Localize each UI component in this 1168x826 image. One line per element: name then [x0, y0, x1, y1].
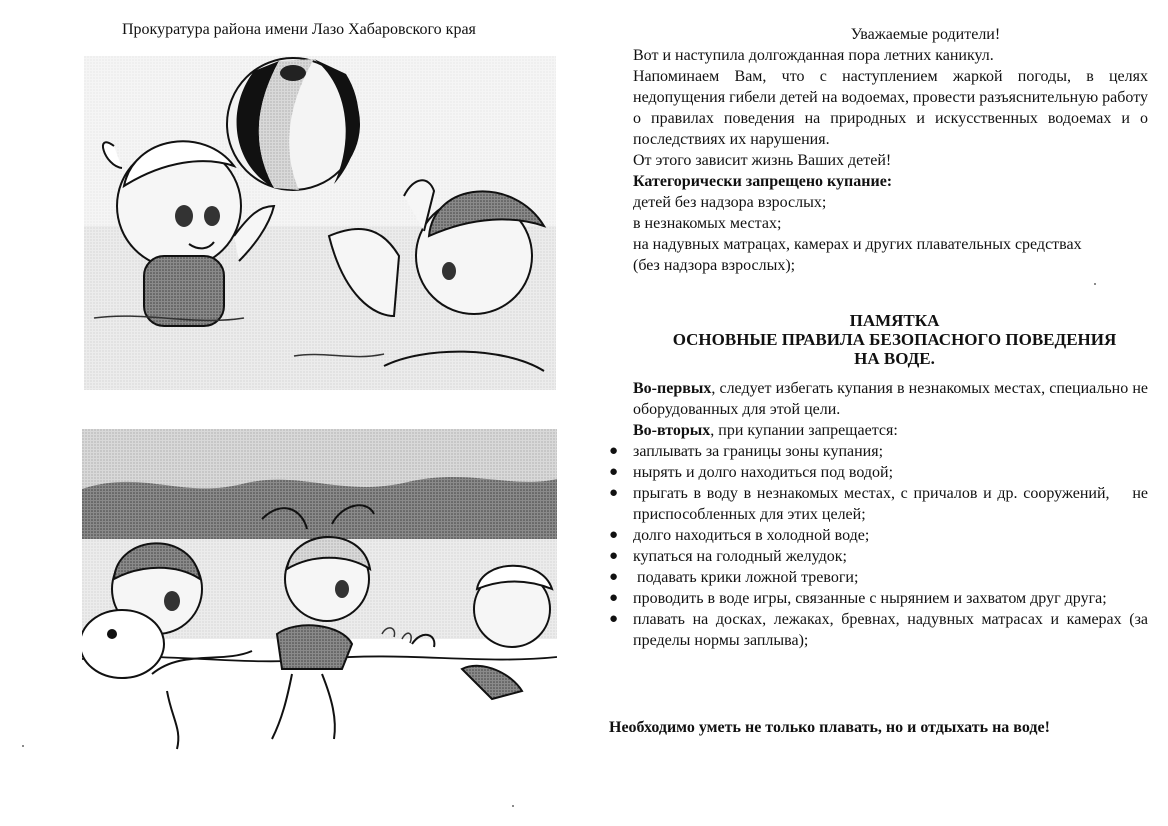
- bullet-icon: ●: [609, 548, 619, 564]
- prohibited-title: Категорически запрещено купание:: [633, 173, 893, 190]
- list-item-text: заплывать за границы зоны купания;: [633, 443, 884, 460]
- bullet-icon: ●: [609, 527, 619, 543]
- beach-ball-icon: [227, 58, 359, 190]
- bullet-icon: ●: [609, 569, 619, 585]
- letter-to-parents: [633, 25, 1148, 276]
- list-item: [609, 609, 1148, 651]
- rule-second: [633, 420, 1148, 441]
- bullet-icon: ●: [609, 485, 619, 501]
- list-item-text: прыгать в воду в незнакомых местах, с причалов и др. сооружений, не приспособленных для этих целей;: [633, 485, 1152, 523]
- list-item-text: нырять и долго находиться под водой;: [633, 464, 894, 481]
- memo-subheading: ОСНОВНЫЕ ПРАВИЛА БЕЗОПАСНОГО ПОВЕДЕНИЯ: [672, 330, 1117, 349]
- greeting: Уважаемые родители!: [850, 26, 1001, 43]
- intro-line: Вот и наступила долгожданная пора летних каникул.: [633, 47, 994, 64]
- prohibited-item: в незнакомых местах;: [633, 215, 782, 232]
- list-item: [609, 567, 1148, 588]
- bullet-icon: ●: [609, 464, 619, 480]
- list-item-text: купаться на голодный желудок;: [633, 548, 847, 565]
- safety-rules: [609, 378, 1152, 651]
- memo-heading: ПАМЯТКА: [849, 311, 940, 330]
- memo-subheading-end: НА ВОДЕ.: [854, 349, 935, 368]
- rule-first-text: , следует избегать купания в незнакомых местах, специально не оборудованных для этой цели.: [633, 380, 1148, 418]
- intro-paragraph: Напоминаем Вам, что с наступлением жаркой погоды, в целях недопущения гибели детей на водоемах, провести разъяснительную работу о правилах поведения на природных и искусственных водоемах и о последствиях их нарушения.: [633, 68, 1148, 148]
- prohibitions-list: [609, 441, 1152, 651]
- list-item: [609, 588, 1148, 609]
- bullet-icon: ●: [609, 611, 619, 627]
- list-item-text: подавать крики ложной тревоги;: [633, 569, 859, 586]
- scan-speck: [512, 805, 514, 807]
- closing-statement: Необходимо уметь не только плавать, но и отдыхать на воде!: [609, 719, 1050, 736]
- rule-first: [633, 378, 1148, 420]
- organization-header: Прокуратура района имени Лазо Хабаровского края: [122, 21, 476, 38]
- rule-second-text: , при купании запрещается:: [710, 422, 898, 439]
- children-swimming-illustration: [82, 429, 557, 771]
- list-item-text: долго находиться в холодной воде;: [633, 527, 870, 544]
- list-item: [609, 546, 1148, 567]
- list-item: [609, 441, 1148, 462]
- prohibited-item: детей без надзора взрослых;: [633, 194, 827, 211]
- warning-line: От этого зависит жизнь Ваших детей!: [633, 152, 892, 169]
- memo-title: [612, 311, 1168, 368]
- scan-speck: [1094, 283, 1096, 285]
- list-item: [609, 462, 1148, 483]
- list-item: [609, 483, 1152, 525]
- rule-first-label: Во-первых: [633, 380, 712, 397]
- scan-speck: [22, 745, 24, 747]
- list-item-text: проводить в воде игры, связанные с нырянием и захватом друг друга;: [633, 590, 1107, 607]
- rule-second-label: Во-вторых: [633, 422, 711, 439]
- list-item-text: плавать на досках, лежаках, бревнах, надувных матрасах и камерах (за пределы нормы заплыва);: [633, 611, 1148, 649]
- list-item: [609, 525, 1148, 546]
- children-playing-ball-illustration: [84, 56, 556, 390]
- bullet-icon: ●: [609, 590, 619, 606]
- bullet-icon: ●: [609, 443, 619, 459]
- prohibited-item: на надувных матрацах, камерах и других плавательных средствах (без надзора взрослых);: [633, 236, 1082, 274]
